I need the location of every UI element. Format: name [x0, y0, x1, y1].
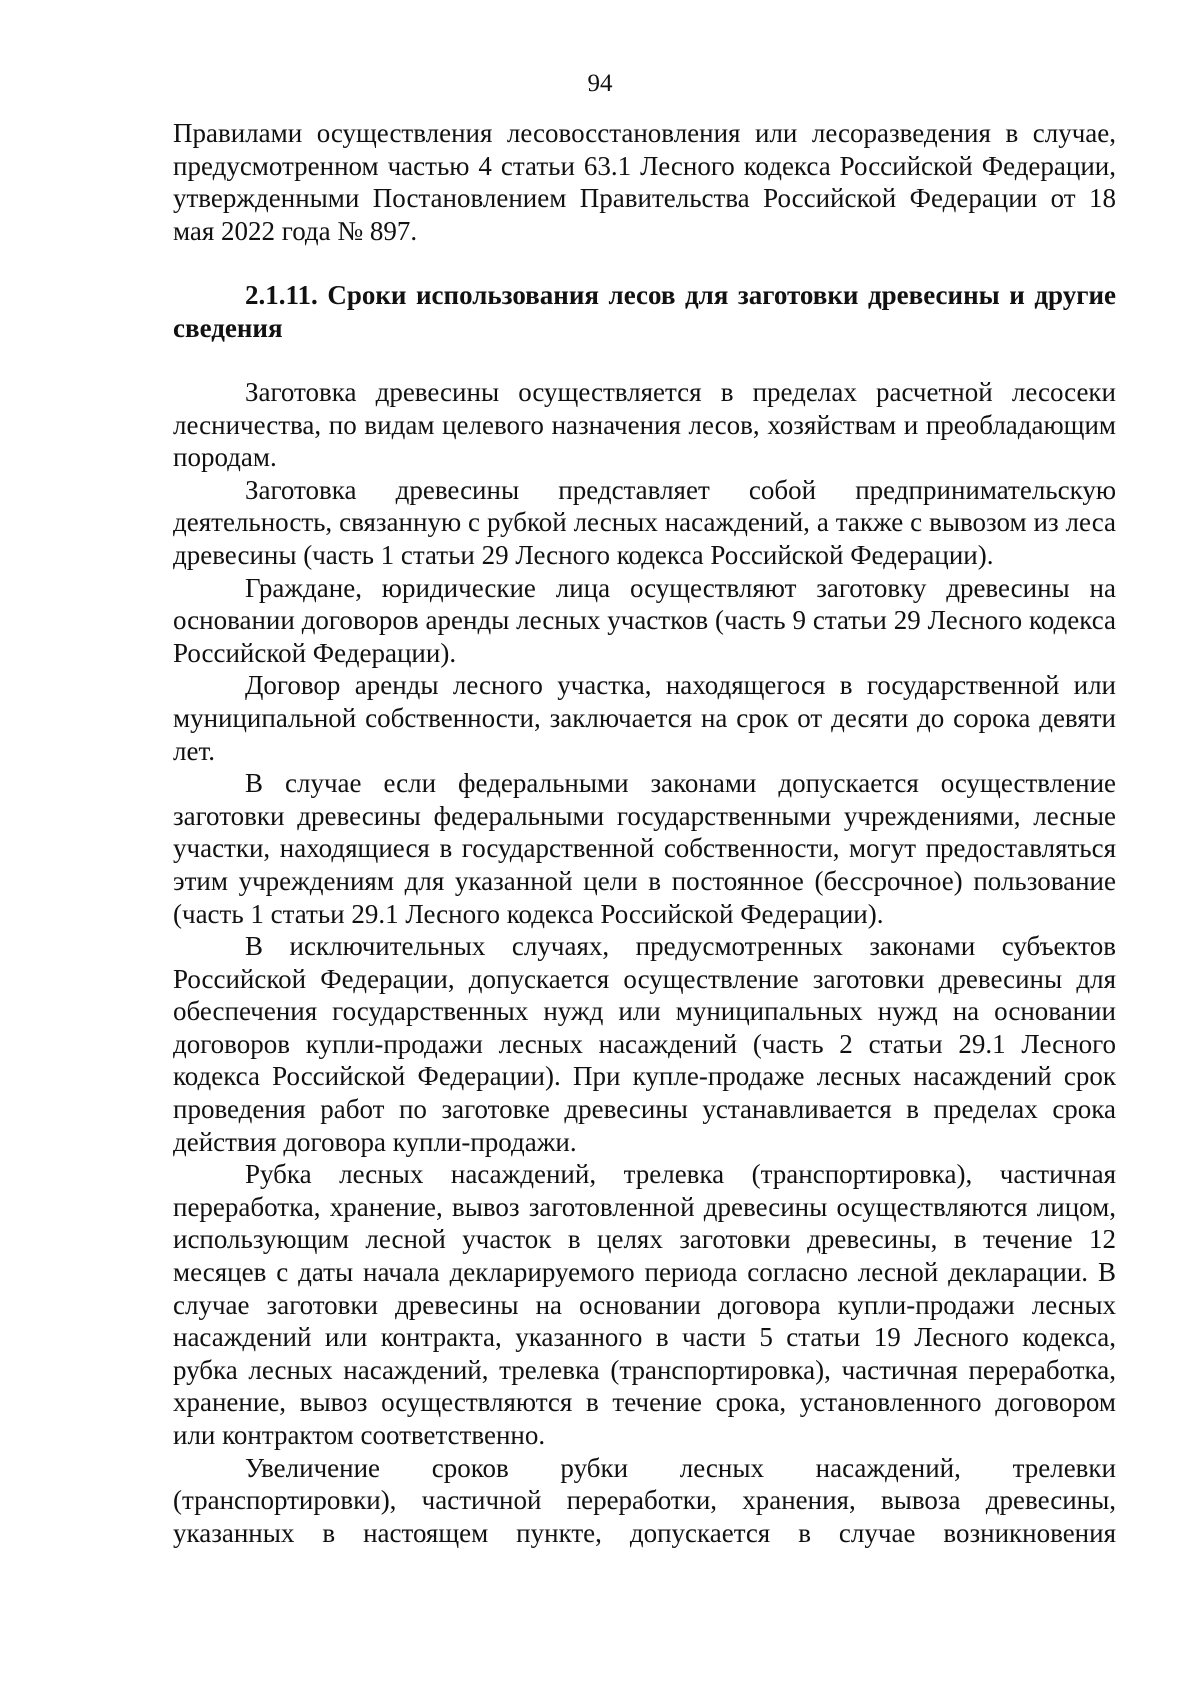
- paragraph: В исключительных случаях, предусмотренных законами субъектов Российской Федерации, допускается осуществление заготовки древесины для обеспечения государственных нужд или муниципальных нужд на основании договоров купли-продажи лесных насаждений (часть 2 статьи 29.1 Лесного кодекса Российской Федерации). При купле-продаже лесных насаждений срок проведения работ по заготовке древесины устанавливается в пределах срока действия договора купли-продажи.: [173, 931, 1116, 1157]
- paragraph: В случае если федеральными законами допускается осуществление заготовки древесины федеральными государственными учреждениями, лесные участки, находящиеся в государственной собственности, могут предоставляться этим учреждениям для указанной цели в постоянное (бессрочное) пользование (часть 1 статьи 29.1 Лесного кодекса Российской Федерации).: [173, 768, 1116, 929]
- paragraph: Увеличение сроков рубки лесных насаждений, трелевки (транспортировки), частичной переработки, хранения, вывоза древесины, указанных в настоящем пункте, допускается в случае возникновения: [173, 1452, 1116, 1548]
- paragraph: Заготовка древесины осуществляется в пределах расчетной лесосеки лесничества, по видам целевого назначения лесов, хозяйствам и преобладающим породам.: [173, 377, 1116, 473]
- intro-text: [173, 117, 1116, 247]
- paragraph: Заготовка древесины представляет собой предпринимательскую деятельность, связанную с рубкой лесных насаждений, а также с вывозом из леса древесины (часть 1 статьи 29 Лесного кодекса Российской Федерации).: [173, 474, 1116, 570]
- paragraph: Договор аренды лесного участка, находящегося в государственной или муниципальной собственности, заключается на срок от десяти до сорока девяти лет.: [173, 670, 1116, 766]
- page-number: 94: [587, 70, 613, 97]
- paragraph: Рубка лесных насаждений, трелевка (транспортировка), частичная переработка, хранение, вывоз заготовленной древесины осуществляются лицом, использующим лесной участок в целях заготовки древесины, в течение 12 месяцев с даты начала декларируемого периода согласно лесной декларации. В случае заготовки древесины на основании договора купли-продажи лесных насаждений или контракта, указанного в части 5 статьи 19 Лесного кодекса, рубка лесных насаждений, трелевка (транспортировка), частичная переработка, хранение, вывоз осуществляются в течение срока, установленного договором или контрактом соответственно.: [173, 1159, 1116, 1450]
- section-heading: 2.1.11. Сроки использования лесов для заготовки древесины и другие сведения: [173, 280, 1116, 343]
- paragraph: Граждане, юридические лица осуществляют заготовку древесины на основании договоров аренды лесных участков (часть 9 статьи 29 Лесного кодекса Российской Федерации).: [173, 572, 1116, 668]
- body-text: [173, 376, 1116, 1549]
- intro-paragraph: Правилами осуществления лесовосстановления или лесоразведения в случае, предусмотренном частью 4 статьи 63.1 Лесного кодекса Российской Федерации, утвержденными Постановлением Правительства Российской Федерации от 18 мая 2022 года № 897.: [173, 118, 1116, 246]
